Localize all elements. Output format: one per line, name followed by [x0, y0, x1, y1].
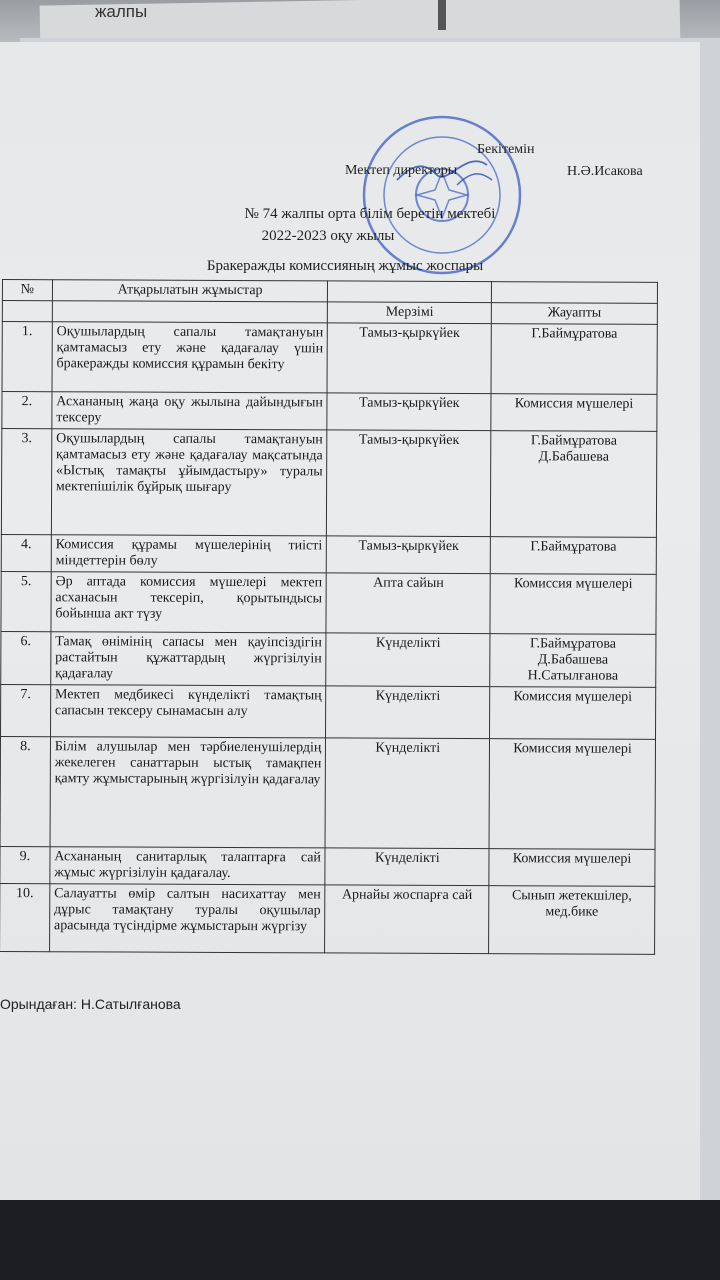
table-row — [1, 684, 656, 739]
table-row — [2, 322, 657, 395]
row-resp: Комиссия мүшелері — [490, 687, 656, 740]
row-num: 6. — [1, 631, 51, 684]
table-row — [1, 631, 656, 687]
table-body — [0, 322, 657, 955]
row-resp: Г.Баймұратова Д.Бабашева — [491, 431, 657, 538]
row-term: Күнделікті — [325, 738, 489, 849]
academic-year: 2022-2023 оқу жылы — [261, 228, 395, 244]
row-resp: Комиссия мүшелері — [490, 574, 656, 635]
background-floor — [0, 1200, 720, 1280]
row-work: Оқушылардың сапалы тамақтануын қамтамасыз ету және қадағалау үшін бракеражды комиссия құрамын бекіту — [52, 322, 328, 393]
header-work: Атқарылатын жұмыстар — [52, 280, 328, 302]
row-term: Апта сайын — [326, 573, 490, 634]
underlying-paper-text: жалпы — [95, 2, 148, 21]
row-num: 8. — [0, 736, 50, 846]
header-term-label: Мерзімі — [328, 302, 492, 324]
row-work: Оқушылардың сапалы тамақтануын қамтамасыз ету және қадағалау мақсатында «Ыстық тамақты ұйымдастыру» туралы мектепішілік бұйрық шығару — [51, 429, 327, 536]
row-resp: Г.Баймұратова — [491, 324, 657, 395]
official-stamp-icon — [357, 110, 527, 280]
row-term: Тамыз-қыркүйек — [327, 323, 491, 394]
row-resp: Г.Баймұратова — [490, 537, 656, 575]
row-term: Тамыз-қыркүйек — [327, 430, 491, 537]
executor-line: Орындаған: Н.Сатылғанова — [0, 996, 181, 1012]
subheader-empty-work — [52, 301, 328, 323]
table-row — [1, 429, 656, 538]
work-plan-table — [0, 279, 658, 955]
table-row — [1, 571, 656, 634]
plan-title: Бракеражды комиссияның жұмыс жоспары — [206, 258, 484, 274]
row-resp: Комиссия мүшелері — [489, 739, 655, 850]
row-num: 5. — [1, 571, 51, 631]
row-term: Күнделікті — [326, 633, 490, 687]
school-title: № 74 жалпы орта білім беретін мектебі — [244, 206, 496, 222]
director-label: Мектеп директоры — [345, 163, 458, 178]
table-subheader-row — [2, 301, 657, 325]
row-term: Күнделікті — [325, 848, 489, 886]
header-term — [328, 281, 492, 303]
director-name: Н.Ә.Исакова — [567, 164, 643, 179]
row-resp: Комиссия мүшелері — [491, 394, 657, 432]
row-work: Салауатты өмір салтын насихаттау мен дұрыс тамақтану туралы оқушылар арасында түсіндірме жұмыстарын жүргізу — [49, 884, 325, 953]
table-row — [0, 883, 655, 954]
row-resp: Комиссия мүшелері — [489, 849, 655, 887]
row-num: 9. — [0, 846, 50, 883]
header-resp — [492, 282, 658, 304]
row-num: 3. — [1, 429, 51, 535]
header-num: № — [2, 280, 52, 301]
table-row — [0, 736, 655, 849]
subheader-empty-num — [2, 301, 52, 322]
row-work: Асхананың санитарлық талаптарға сай жұмыс жүргізілуін қадағалау. — [50, 847, 326, 885]
row-work: Асхананың жаңа оқу жылына дайындығын тексеру — [52, 392, 328, 430]
header-resp-label: Жауапты — [492, 303, 658, 325]
row-num: 1. — [2, 322, 52, 392]
row-work: Білім алушылар мен тәрбиеленушілердің жекелеген санаттарын ыстық тамақпен қамту жұмыстарының жүргізілуін қадағалау — [50, 737, 326, 848]
row-term: Тамыз-қыркүйек — [327, 536, 491, 574]
table-header-row — [2, 280, 657, 304]
row-resp: Г.Баймұратова Д.Бабашева Н.Сатылғанова — [490, 634, 656, 688]
row-term: Арнайы жоспарға сай — [325, 885, 489, 954]
row-num: 4. — [1, 534, 51, 571]
row-work: Тамақ өнімінің сапасы мен қауіпсіздігін растайтын құжаттардың жүргізілуін қадағалау — [51, 632, 327, 686]
row-work: Мектеп медбикесі күнделікті тамақтың сапасын тексеру сынамасын алу — [50, 685, 326, 738]
row-term: Күнделікті — [326, 686, 490, 739]
row-num: 7. — [1, 684, 51, 736]
table-row — [0, 846, 655, 886]
table-row — [2, 392, 657, 432]
row-work: Комиссия құрамы мүшелерінің тиісті міндеттерін бөлу — [51, 535, 327, 573]
row-work: Әр аптада комиссия мүшелері мектеп асханасын тексеріп, қорытындысы бойынша акт түзу — [51, 572, 327, 633]
table-row — [1, 534, 656, 574]
row-num: 2. — [2, 392, 52, 429]
row-term: Тамыз-қыркүйек — [327, 393, 491, 431]
row-resp: Сынып жетекшілер, мед.бике — [489, 886, 655, 955]
binder-clip — [438, 0, 446, 30]
row-num: 10. — [0, 883, 50, 951]
approval-label: Бекітемін — [477, 142, 535, 157]
